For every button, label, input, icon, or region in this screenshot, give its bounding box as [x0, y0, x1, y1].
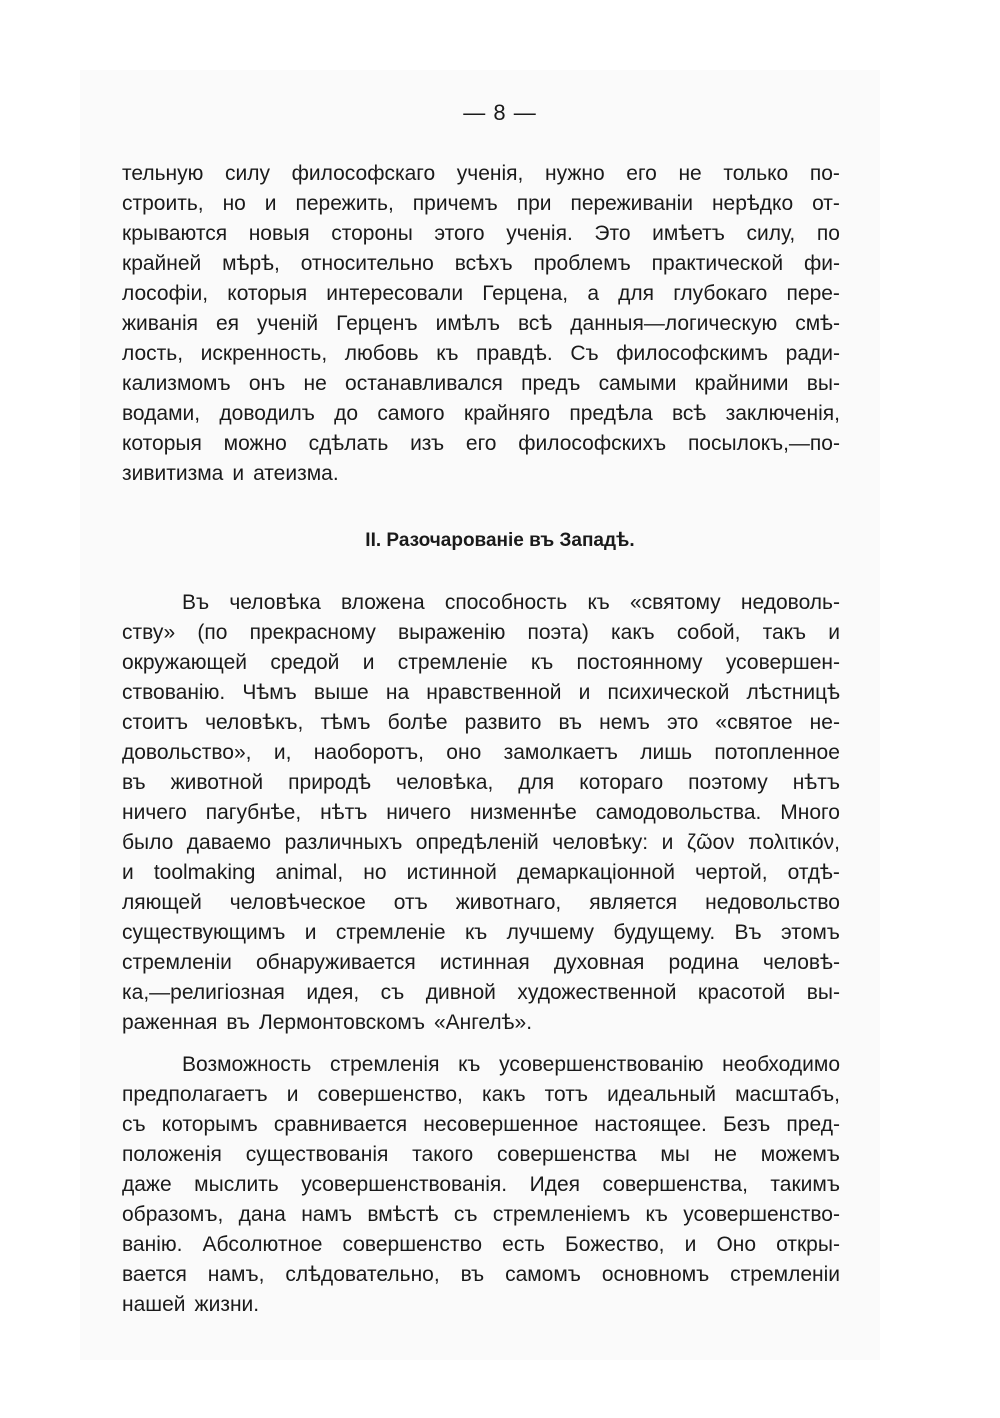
- text-line: крываются новыя стороны этого ученія. Это имѣетъ силу, по: [122, 222, 840, 245]
- text-line: существующимъ и стремленіе къ лучшему будущему. Въ этомъ: [122, 921, 840, 944]
- text-line: крайней мѣрѣ, относительно всѣхъ проблемъ практической фи-: [122, 252, 840, 275]
- text-line: ка,—религіозная идея, съ дивной художественной красотой вы-: [122, 981, 840, 1004]
- text-line: довольство», и, наоборотъ, оно замолкаетъ лишь потопленное: [122, 741, 840, 764]
- text-line: положенія существованія такого совершенства мы не можемъ: [122, 1143, 840, 1166]
- text-line: лость, искренность, любовь къ правдѣ. Съ философскимъ ради-: [122, 342, 840, 365]
- text-line: зивитизма и атеизма.: [122, 462, 339, 485]
- paragraph-1: [122, 159, 840, 489]
- text-line: окружающей средой и стремленіе къ постоянному усовершен-: [122, 651, 840, 674]
- text-line: ничего пагубнѣе, нѣтъ ничего низменнѣе самодовольства. Много: [122, 801, 840, 824]
- text-line: ляющей человѣческое отъ животнаго, является недовольство: [122, 891, 840, 914]
- text-line: кализмомъ онъ не останавливался предъ самыми крайними вы-: [122, 372, 840, 395]
- text-line: даже мыслить усовершенствованія. Идея совершенства, такимъ: [122, 1173, 840, 1196]
- text-line: ванію. Абсолютное совершенство есть Божество, и Оно откры-: [122, 1233, 840, 1256]
- text-line: образомъ, дана намъ вмѣстѣ съ стремленіемъ къ усовершенство-: [122, 1203, 840, 1226]
- text-line: водами, доводилъ до самого крайняго предѣла всѣ заключенія,: [122, 402, 840, 425]
- text-line: живанія ея ученій Герценъ имѣлъ всѣ данныя—логическую смѣ-: [122, 312, 840, 335]
- text-line: было даваемо различныхъ опредѣленій человѣку: и ζῶον πολιτικόν,: [122, 831, 840, 854]
- text-line: и toolmaking animal, но истинной демаркаціонной чертой, отдѣ-: [122, 861, 840, 884]
- page-number: — 8 —: [463, 100, 537, 125]
- section-title: II. Разочарованіе въ Западѣ.: [365, 530, 635, 551]
- text-line: раженная въ Лермонтовскомъ «Ангелѣ».: [122, 1011, 533, 1034]
- text-line: въ животной природѣ человѣка, для котораго поэтому нѣтъ: [122, 771, 840, 794]
- text-line: стремленіи обнаруживается истинная духовная родина человѣ-: [122, 951, 840, 974]
- text-line: стоитъ человѣкъ, тѣмъ болѣе развито въ немъ это «святое не-: [122, 711, 840, 734]
- text-line: ству» (по прекрасному выраженію поэта) какъ собой, такъ и: [122, 621, 840, 644]
- text-line: Въ человѣка вложена способность къ «святому недоволь-: [182, 591, 840, 614]
- text-line: нашей жизни.: [122, 1293, 260, 1316]
- text-line: съ которымъ сравнивается несовершенное настоящее. Безъ пред-: [122, 1113, 840, 1136]
- text-line: тельную силу философскаго ученія, нужно его не только по-: [122, 162, 840, 185]
- text-line: лософіи, которыя интересовали Герцена, а для глубокаго пере-: [122, 282, 840, 305]
- text-line: вается намъ, слѣдовательно, въ самомъ основномъ стремленіи: [122, 1263, 840, 1286]
- text-line: Возможность стремленія къ усовершенствованію необходимо: [182, 1053, 840, 1076]
- text-line: которыя можно сдѣлать изъ его философскихъ посылокъ,—по-: [122, 432, 840, 455]
- text-line: предполагаетъ и совершенство, какъ тотъ идеальный масштабъ,: [122, 1083, 840, 1106]
- text-line: ствованію. Чѣмъ выше на нравственной и психической лѣстницѣ: [122, 681, 840, 704]
- paragraph-2: [122, 588, 840, 1038]
- text-line: строить, но и пережить, причемъ при переживаніи нерѣдко от-: [122, 192, 840, 215]
- paragraph-3: [122, 1050, 840, 1320]
